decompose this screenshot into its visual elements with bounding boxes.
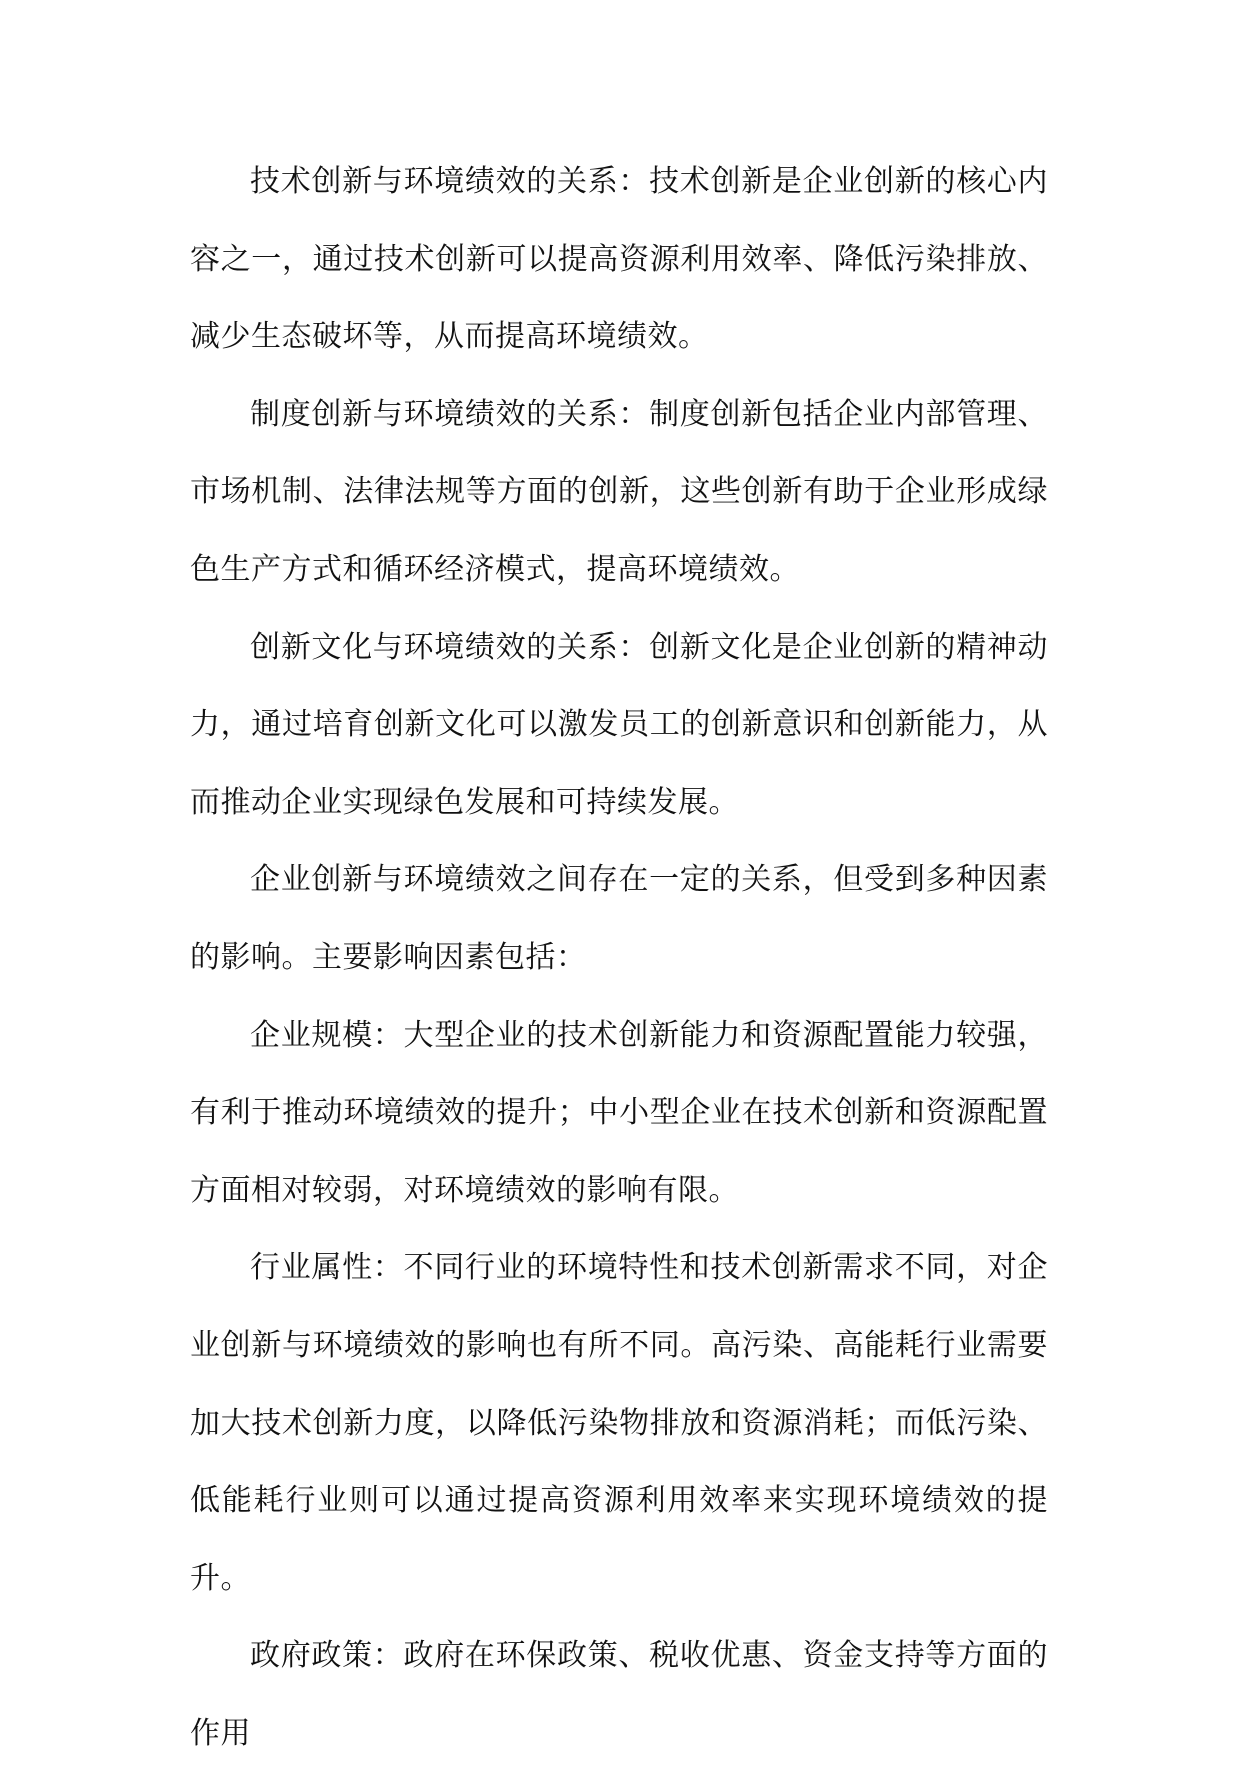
document-body: [190, 143, 1048, 1772]
paragraph-industry-attributes: 行业属性：不同行业的环境特性和技术创新需求不同，对企业创新与环境绩效的影响也有所不同。高污染、高能耗行业需要加大技术创新力度，以降低污染物排放和资源消耗；而低污染、低能耗行业则可以通过提高资源利用效率来实现环境绩效的提升。: [190, 1250, 1048, 1596]
paragraph-technology-innovation: 技术创新与环境绩效的关系：技术创新是企业创新的核心内容之一，通过技术创新可以提高资源利用效率、降低污染排放、减少生态破坏等，从而提高环境绩效。: [190, 164, 1048, 355]
paragraph-enterprise-scale: 企业规模：大型企业的技术创新能力和资源配置能力较强，有利于推动环境绩效的提升；中小型企业在技术创新和资源配置方面相对较弱，对环境绩效的影响有限。: [190, 1017, 1048, 1208]
paragraph-institutional-innovation: 制度创新与环境绩效的关系：制度创新包括企业内部管理、市场机制、法律法规等方面的创新，这些创新有助于企业形成绿色生产方式和循环经济模式，提高环境绩效。: [190, 396, 1048, 587]
paragraph-innovation-culture: 创新文化与环境绩效的关系：创新文化是企业创新的精神动力，通过培育创新文化可以激发员工的创新意识和创新能力，从而推动企业实现绿色发展和可持续发展。: [190, 629, 1048, 820]
paragraph-government-policy: 政府政策：政府在环保政策、税收优惠、资金支持等方面的作用: [190, 1638, 1048, 1751]
paragraph-influencing-factors: 企业创新与环境绩效之间存在一定的关系，但受到多种因素的影响。主要影响因素包括：: [190, 862, 1048, 975]
